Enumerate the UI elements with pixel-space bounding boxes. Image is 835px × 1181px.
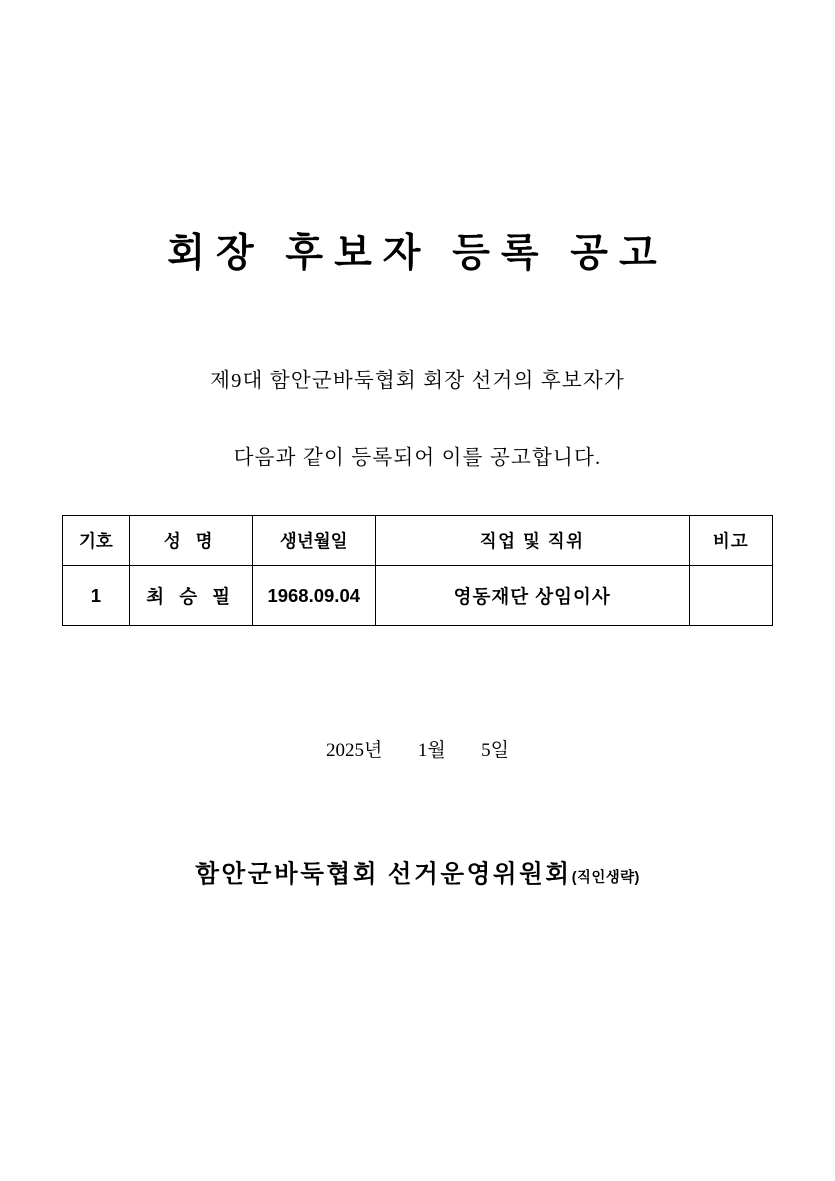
body-paragraph-1: 제9대 함안군바둑협회 회장 선거의 후보자가 (210, 370, 625, 392)
page-title: 회장 후보자 등록 공고 (167, 232, 668, 275)
issue-date-year: 2025년 (325, 740, 383, 761)
cell-name: 최 승 필 (129, 566, 252, 626)
candidate-table-container (62, 515, 773, 626)
column-header-job: 직업 및 직위 (375, 516, 689, 566)
table-row (63, 566, 773, 626)
cell-note (689, 566, 772, 626)
seal-omitted-note: (직인생략) (571, 870, 640, 886)
cell-job: 영동재단 상임이사 (375, 566, 689, 626)
table-header-row (63, 516, 773, 566)
issue-date-day: 5일 (481, 740, 510, 761)
issue-date (0, 735, 835, 762)
candidate-table (62, 515, 773, 626)
column-header-birthdate: 생년월일 (252, 516, 375, 566)
body-paragraph-2: 다음과 같이 등록되어 이를 공고합니다. (233, 447, 602, 469)
issue-date-month: 1월 (417, 740, 446, 761)
cell-birthdate: 1968.09.04 (252, 566, 375, 626)
column-header-number: 기호 (63, 516, 130, 566)
cell-number: 1 (63, 566, 130, 626)
issuing-organization: 함안군바둑협회 선거운영위원회 (195, 861, 572, 888)
column-header-note: 비고 (689, 516, 772, 566)
signature-block (0, 855, 835, 890)
column-header-name: 성 명 (129, 516, 252, 566)
